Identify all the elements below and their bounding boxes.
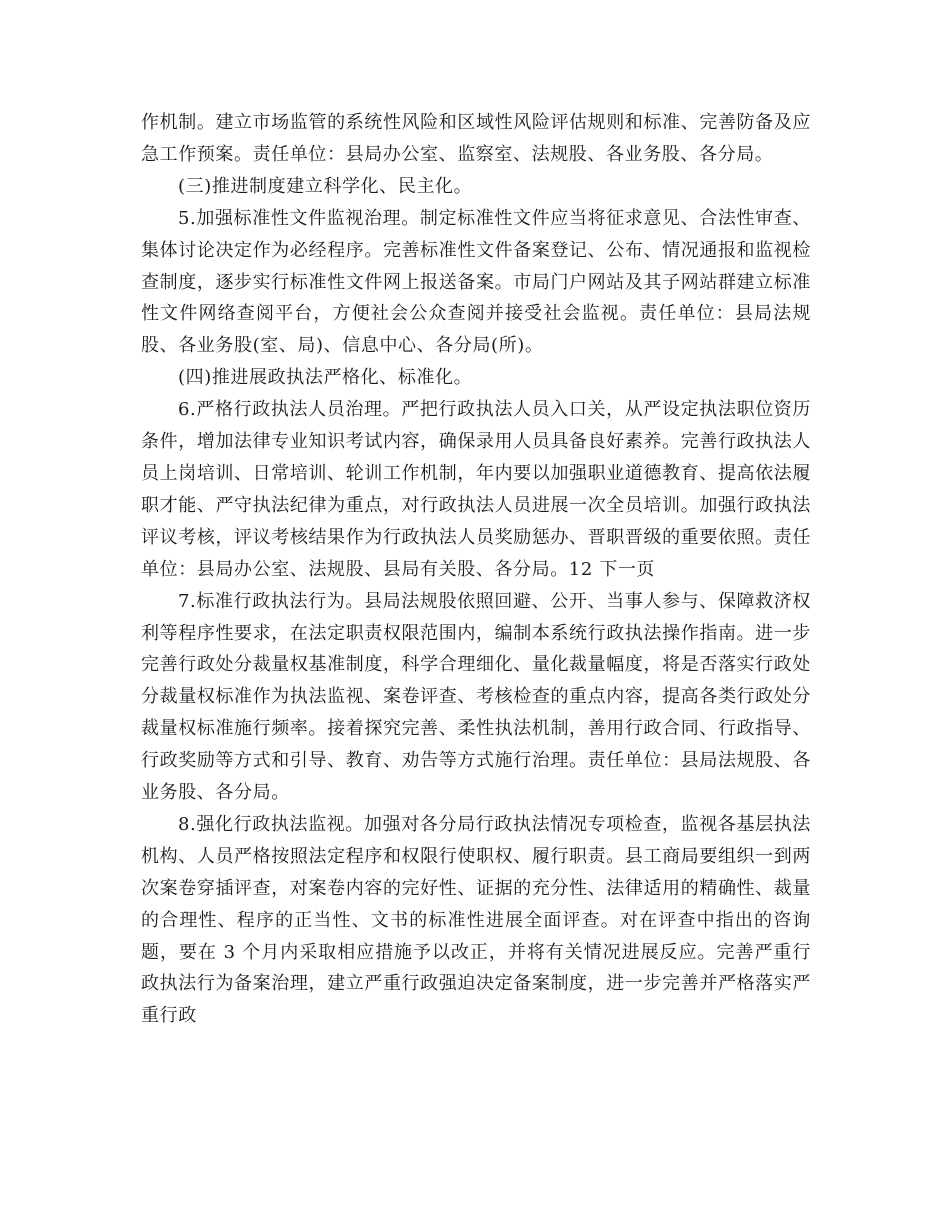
section-heading-4: (四)推进展政执法严格化、标准化。 — [178, 367, 473, 389]
paragraph-continuation: 作机制。建立市场监管的系统性风险和区域性风险评估规则和标准、完善防备及应急工作预案。责任单位：县局办公室、监察室、法规股、各业务股、各分局。 — [141, 112, 811, 165]
paragraph-item-7: 7.标准行政执法行为。县局法规股依照回避、公开、当事人参与、保障救济权利等程序性要求，在法定职责权限范围内，编制本系统行政执法操作指南。进一步完善行政处分裁量权基准制度，科学合理细化、量化裁量幅度，将是否落实行政处分裁量权标准作为执法监视、案卷评查、考核检查的重点内容，提高各类行政处分裁量权标准施行频率。接着探究完善、柔性执法机制，善用行政合同、行政指导、行政奖励等方式和引导、教育、劝告等方式施行治理。责任单位：县局法规股、各业务股、各分局。 — [141, 590, 811, 804]
paragraph-item-5: 5.加强标准性文件监视治理。制定标准性文件应当将征求意见、合法性审查、集体讨论决定作为必经程序。完善标准性文件备案登记、公布、情况通报和监视检查制度，逐步实行标准性文件网上报送备案。市局门户网站及其子网站群建立标准性文件网络查阅平台，方便社会公众查阅并接受社会监视。责任单位：县局法规股、各业务股(室、局)、信息中心、各分局(所)。 — [141, 207, 811, 357]
paragraph-item-8: 8.强化行政执法监视。加强对各分局行政执法情况专项检查，监视各基层执法机构、人员严格按照法定程序和权限行使职权、履行职责。县工商局要组织一到两次案卷穿插评查，对案卷内容的完好性、证据的充分性、法律适用的精确性、裁量的合理性、程序的正当性、文书的标准性进展全面评查。对在评查中指出的咨询题，要在 3 个月内采取相应措施予以改正，并将有关情况进展反应。完善严重行政执法行为备案治理，建立严重行政强迫决定备案制度，进一步完善并严格落实严重行政 — [141, 813, 811, 1027]
section-heading-3: (三)推进制度建立科学化、民主化。 — [178, 175, 473, 197]
paragraph-item-6: 6.严格行政执法人员治理。严把行政执法人员入口关，从严设定执法职位资历条件，增加法律专业知识考试内容，确保录用人员具备良好素养。完善行政执法人员上岗培训、日常培训、轮训工作机制，年内要以加强职业道德教育、提高依法履职才能、严守执法纪律为重点，对行政执法人员进展一次全员培训。加强行政执法评议考核，评议考核结果作为行政执法人员奖励惩办、晋职晋级的重要依照。责任单位：县局办公室、法规股、县局有关股、各分局。12 下一页 — [141, 399, 811, 580]
